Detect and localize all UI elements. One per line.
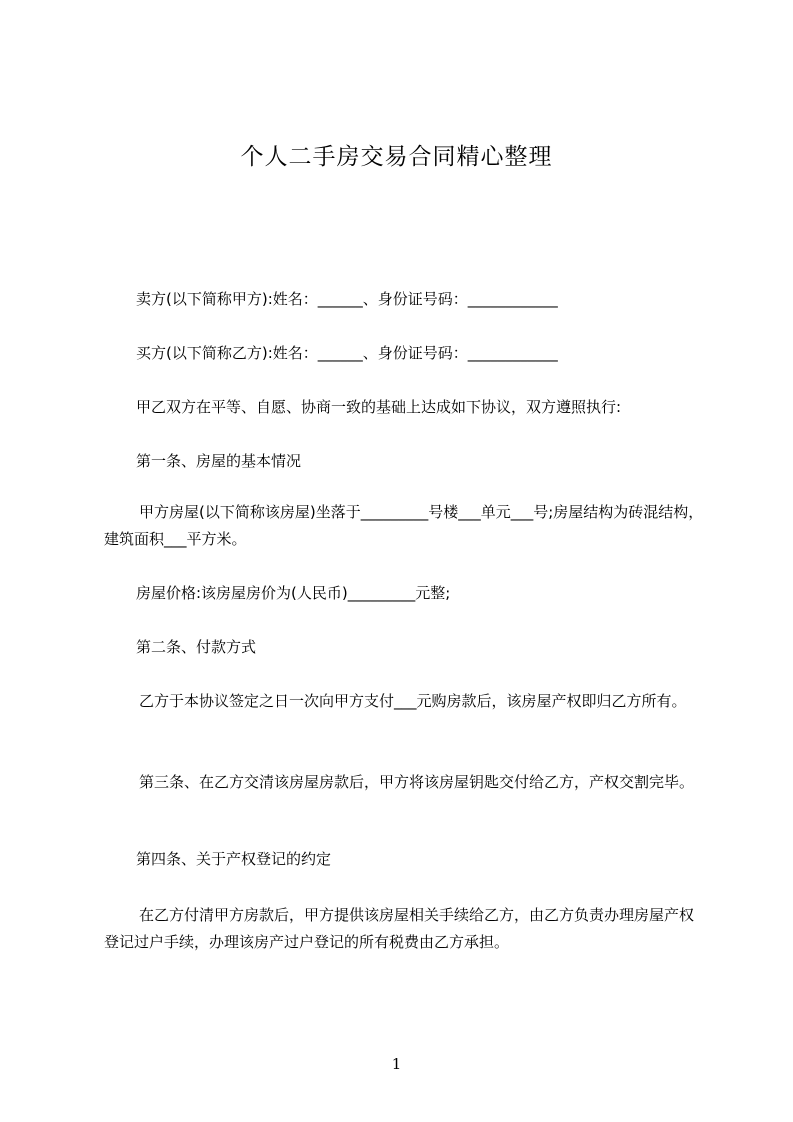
article-1-price: 房屋价格:该房屋房价为(人民币)_________元整; — [136, 584, 451, 602]
article-2-payment-terms: 乙方于本协议签定之日一次向甲方支付___元购房款后，该房屋产权即归乙方所有。 — [139, 692, 687, 710]
buyer-info: 买方(以下简称乙方):姓名：______、身份证号码：____________ — [136, 344, 558, 362]
page-number: 1 — [391, 1055, 402, 1073]
article-3-key-handover: 第三条、在乙方交清该房屋房款后，甲方将该房屋钥匙交付给乙方，产权交割完毕。 — [139, 773, 695, 791]
agreement-intro: 甲乙双方在平等、自愿、协商一致的基础上达成如下协议，双方遵照执行: — [136, 398, 622, 416]
article-1-heading: 第一条、房屋的基本情况 — [136, 452, 302, 470]
article-1-property-details: 甲方房屋(以下简称该房屋)坐落于_________号楼___单元___号;房屋结构为砖混结构，建筑面积___平方米。 — [104, 503, 704, 548]
article-2-heading: 第二条、付款方式 — [136, 638, 257, 656]
document-title: 个人二手房交易合同精心整理 — [240, 144, 553, 170]
article-4-registration-terms: 在乙方付清甲方房款后，甲方提供该房屋相关手续给乙方，由乙方负责办理房屋产权登记过户手续，办理该房产过户登记的所有税费由乙方承担。 — [104, 906, 695, 951]
seller-info: 卖方(以下简称甲方):姓名：______、身份证号码：____________ — [136, 290, 558, 308]
article-4-heading: 第四条、关于产权登记的约定 — [136, 850, 332, 868]
